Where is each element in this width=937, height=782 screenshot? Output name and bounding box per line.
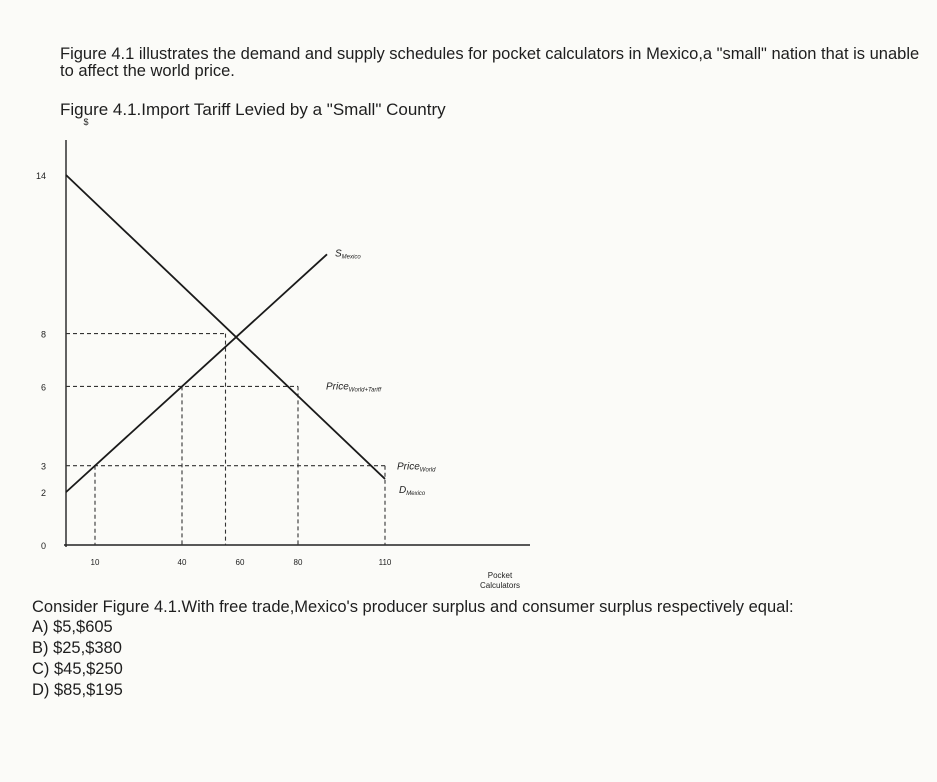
supply-curve <box>66 254 327 492</box>
y-tick-label: 8 <box>40 329 46 340</box>
y-tick-label: 0 <box>40 541 46 551</box>
x-tick-label: 60 <box>235 558 245 567</box>
x-axis-label: Calculators <box>479 581 521 590</box>
intro-text: Figure 4.1 illustrates the demand and supply schedules for pocket calculators in Mexico,a "small" nation that is unable to affect the world price. <box>60 45 920 80</box>
option-b[interactable]: B) $25,$380 <box>32 639 122 657</box>
option-d[interactable]: D) $85,$195 <box>32 681 123 699</box>
supply-label: $S_{Mexico}$ <box>335 248 361 261</box>
figure-title: Figure 4.1.Import Tariff Levied by a "Small" Country <box>60 100 446 119</box>
y-tick-label: 6 <box>40 382 46 393</box>
x-axis-label: Pocket <box>487 571 513 580</box>
x-tick-label: 10 <box>90 558 100 567</box>
option-a[interactable]: A) $5,$605 <box>32 618 113 636</box>
option-c[interactable]: C) $45,$250 <box>32 660 123 678</box>
price-world-tariff-label: Price$_{World+Tariff}$ <box>326 381 382 394</box>
y-tick-label: 3 <box>40 461 46 472</box>
x-tick-label: 80 <box>293 558 303 567</box>
x-tick-label: 40 <box>177 558 187 567</box>
question-block <box>32 598 922 701</box>
price-world-label: Price$_{World}$ <box>397 461 436 474</box>
question-text: Consider Figure 4.1.With free trade,Mexico's producer surplus and consumer surplus respectively equal: <box>32 598 794 616</box>
y-tick-label: 14 <box>35 171 46 181</box>
y-axis-label: $ <box>83 117 89 127</box>
demand-label: $D_{Mexico}$ <box>399 484 426 497</box>
x-tick-label: 110 <box>378 558 392 567</box>
y-tick-label: 2 <box>40 488 46 499</box>
